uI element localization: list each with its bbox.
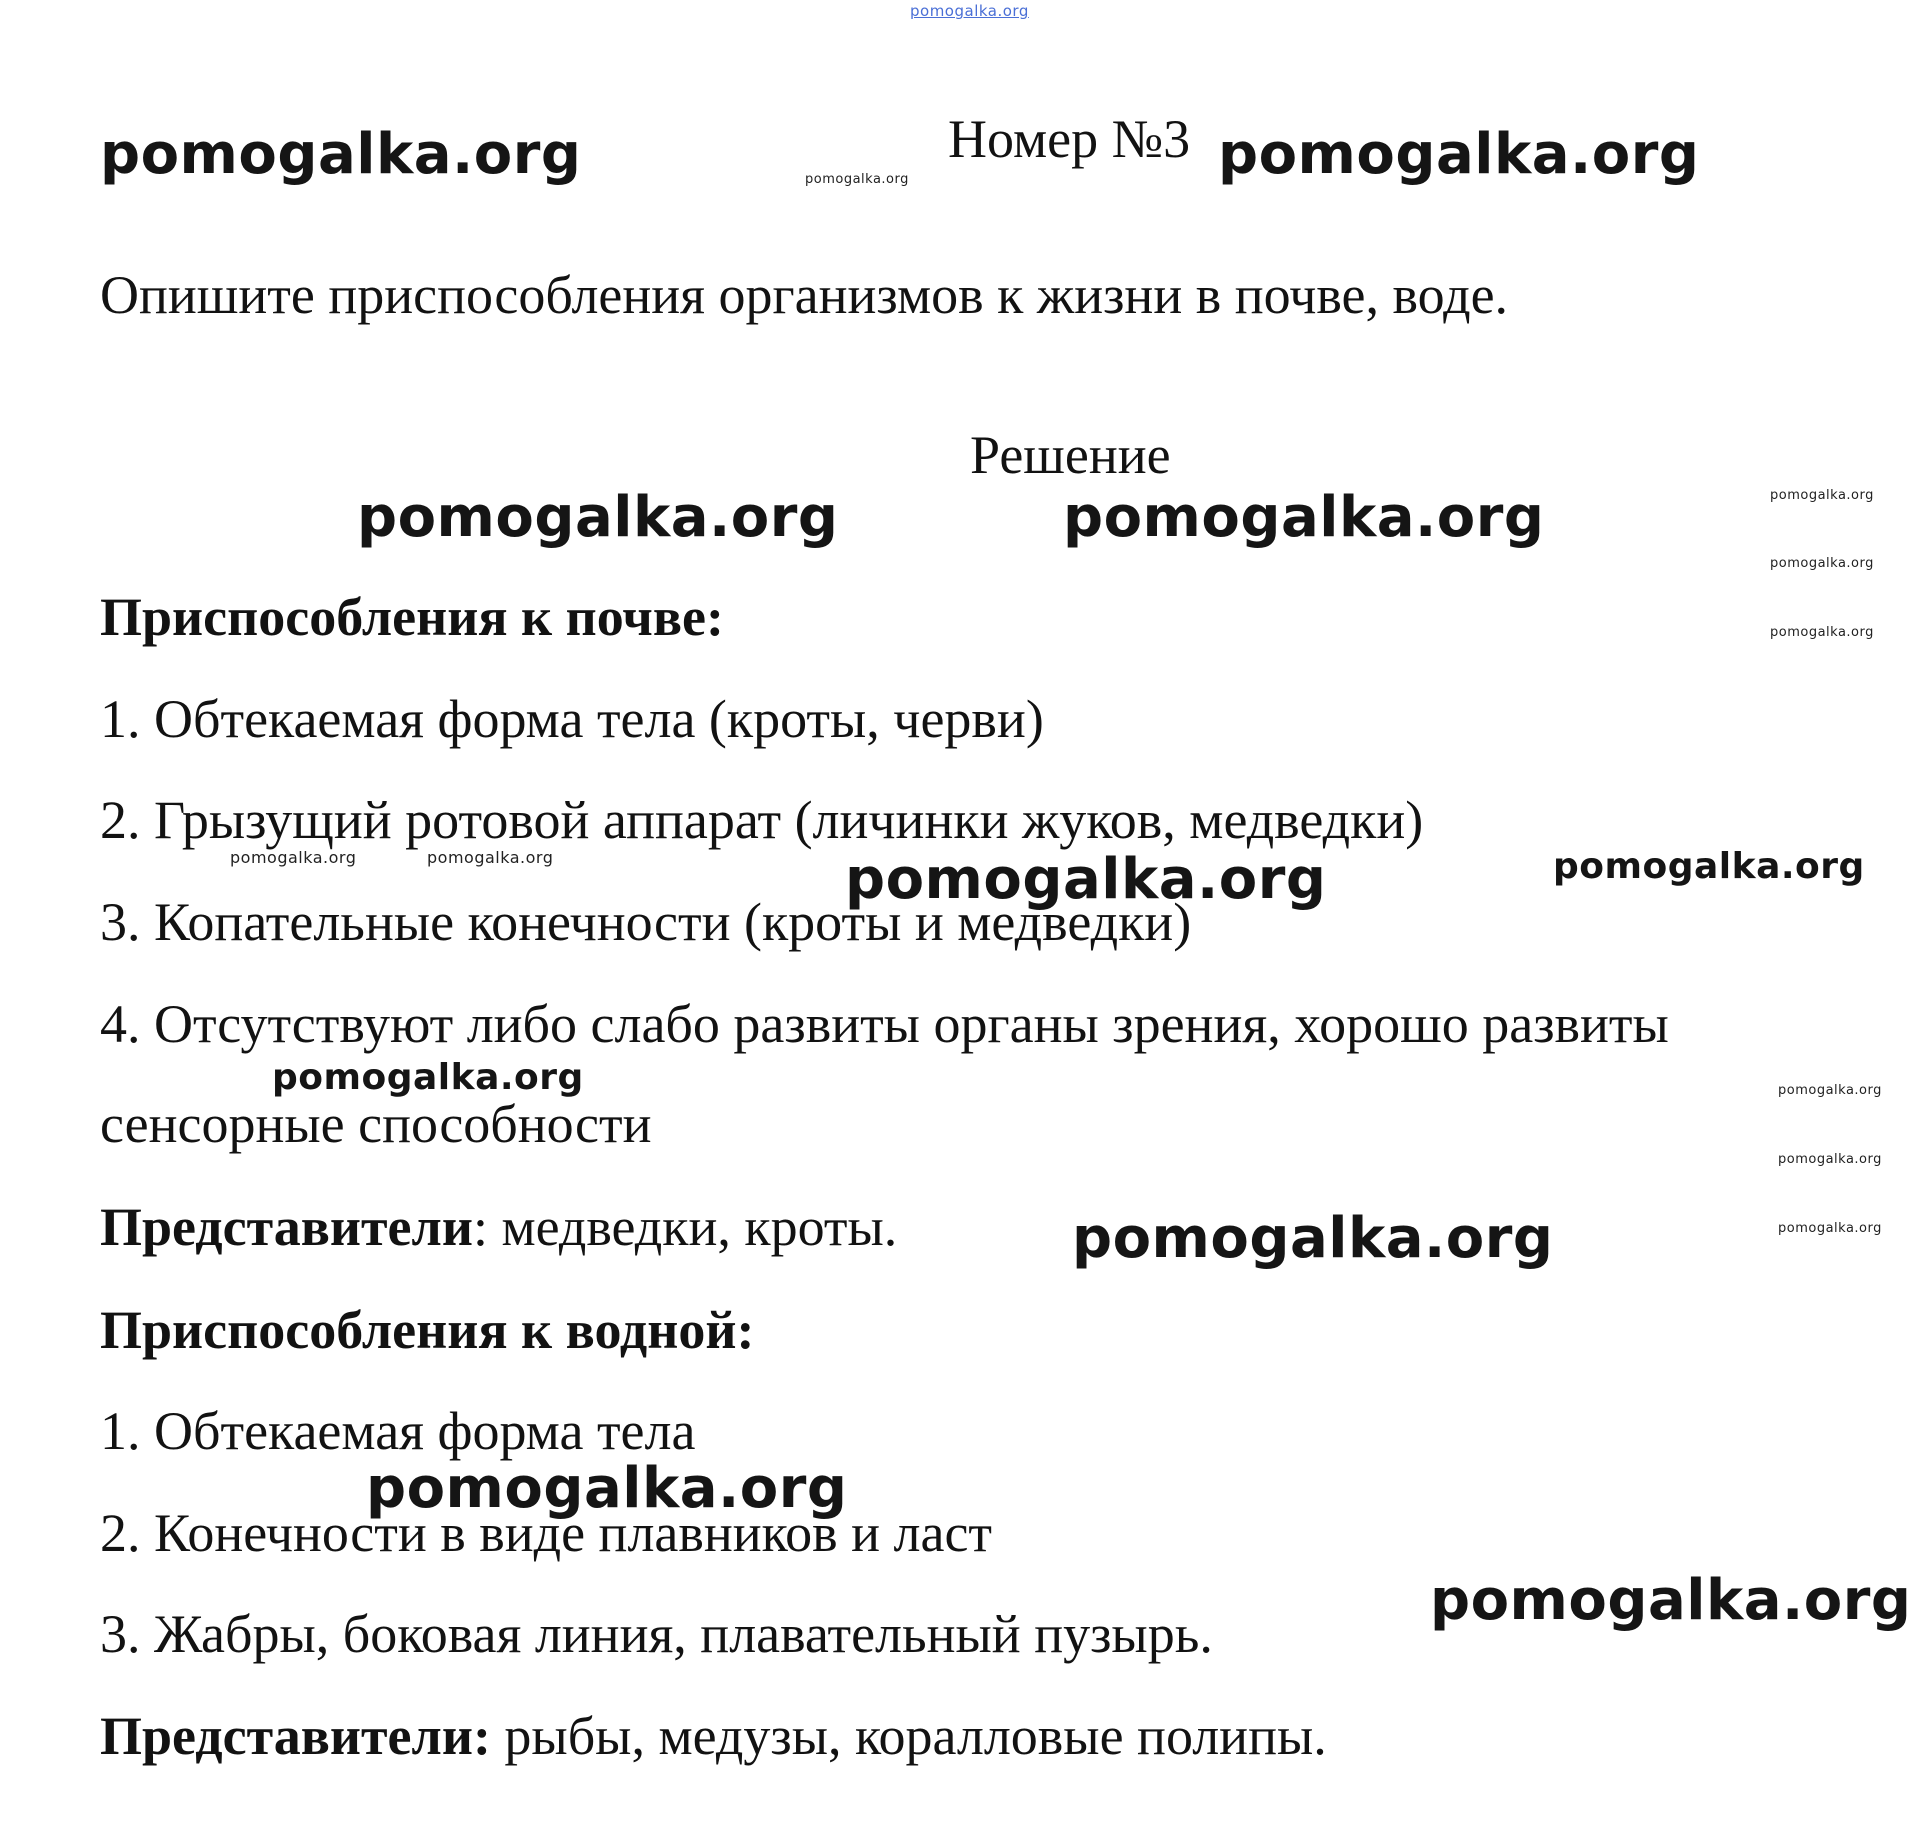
watermark: pomogalka.org (366, 1456, 848, 1521)
soil-representatives-label: Представители (100, 1197, 473, 1257)
watermark: pomogalka.org (357, 485, 839, 550)
water-item-1: 1. Обтекаемая форма тела (100, 1401, 696, 1461)
watermark-small: pomogalka.org (1770, 488, 1874, 503)
water-heading: Приспособления к водной: (100, 1300, 755, 1360)
watermark: pomogalka.org (1218, 122, 1700, 187)
watermark: pomogalka.org (1430, 1568, 1912, 1633)
watermark: pomogalka.org (1063, 485, 1545, 550)
soil-representatives-value: : медведки, кроты. (472, 1197, 898, 1257)
watermark: pomogalka.org (845, 847, 1327, 912)
soil-item-3: 3. Копательные конечности (кроты и медведки) (100, 892, 1192, 952)
watermark-small: pomogalka.org (230, 848, 357, 867)
watermark-small: pomogalka.org (1778, 1221, 1882, 1236)
water-representatives (100, 1706, 1327, 1766)
water-representatives-value: рыбы, медузы, коралловые полипы. (490, 1706, 1327, 1766)
watermark-small: pomogalka.org (1778, 1152, 1882, 1167)
soil-item-1: 1. Обтекаемая форма тела (кроты, черви) (100, 689, 1044, 749)
solution-label: Решение (970, 425, 1171, 485)
watermark: pomogalka.org (1553, 846, 1865, 887)
watermark-small: pomogalka.org (805, 172, 909, 187)
watermark-small: pomogalka.org (1770, 556, 1874, 571)
watermark: pomogalka.org (1072, 1206, 1554, 1271)
soil-representatives (100, 1197, 898, 1257)
watermark: pomogalka.org (100, 122, 582, 187)
watermark-top-link[interactable]: pomogalka.org (910, 2, 1029, 20)
watermark-small: pomogalka.org (427, 848, 554, 867)
soil-item-4: 4. Отсутствуют либо слабо развиты органы зрения, хорошо развиты (100, 994, 1669, 1054)
water-representatives-label: Представители: (100, 1706, 491, 1766)
soil-heading: Приспособления к почве: (100, 587, 724, 647)
water-item-3: 3. Жабры, боковая линия, плавательный пузырь. (100, 1604, 1213, 1664)
soil-item-4-continuation: сенсорные способности (100, 1094, 652, 1154)
watermark-small: pomogalka.org (1778, 1083, 1882, 1098)
watermark-small: pomogalka.org (1770, 625, 1874, 640)
watermark: pomogalka.org (272, 1057, 584, 1098)
page-title: Номер №3 (948, 109, 1191, 169)
water-item-2: 2. Конечности в виде плавников и ласт (100, 1503, 993, 1563)
question-text: Опишите приспособления организмов к жизни в почве, воде. (100, 265, 1509, 325)
soil-item-2: 2. Грызущий ротовой аппарат (личинки жуков, медведки) (100, 790, 1424, 850)
